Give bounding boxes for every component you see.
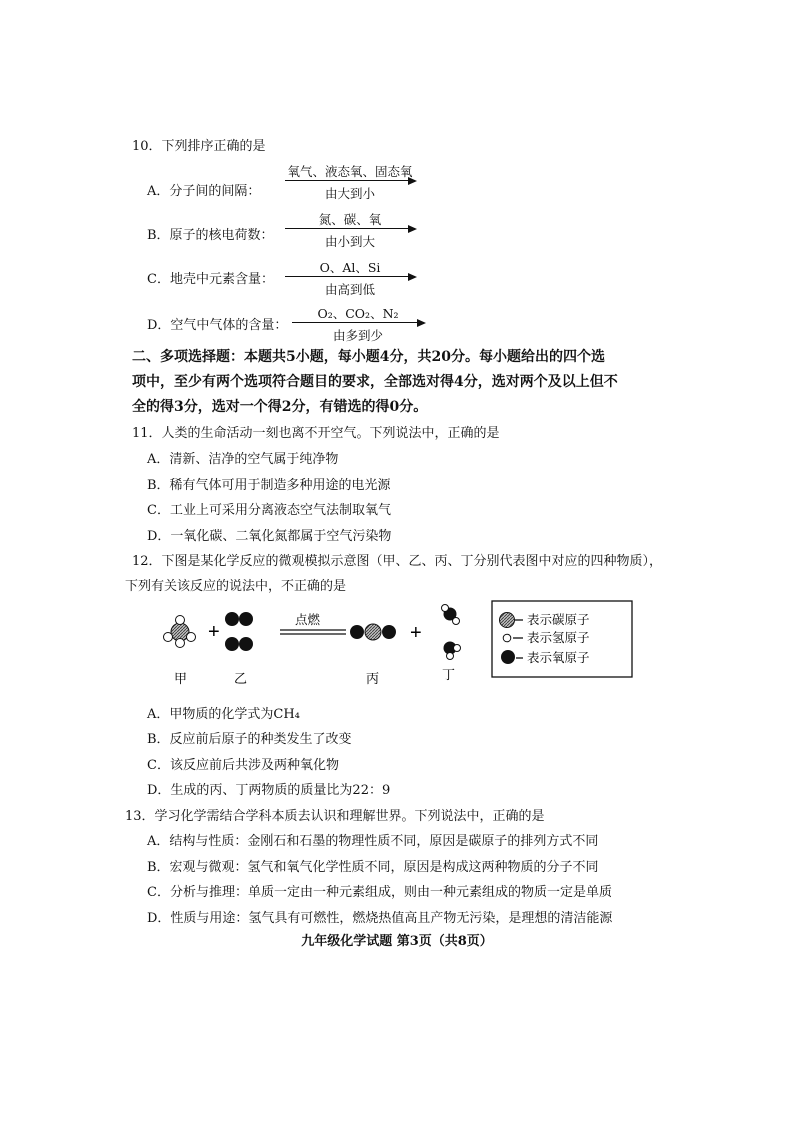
q10-option-b-top: 氮、碳、氧 (318, 212, 382, 227)
label-yi: 乙 (234, 672, 248, 687)
plus-sign-2: + (410, 622, 422, 644)
legend-hydrogen: 表示氢原子 (527, 630, 590, 645)
q13-option-c: C．分析与推理：单质一定由一种元素组成，则由一种元素组成的物质一定是单质 (147, 885, 612, 900)
q10-option-c-bottom: 由高到低 (324, 282, 375, 297)
reaction-diagram (150, 596, 640, 692)
q13-option-b: B．宏观与微观：氢气和氧气化学性质不同，原因是构成这两种物质的分子不同 (147, 860, 599, 875)
section2-line-1: 二、多项选择题：本题共5小题，每小题4分，共20分。每小题给出的四个选 (132, 349, 605, 365)
q11-option-a: A．清新、洁净的空气属于纯净物 (147, 452, 339, 467)
label-jia: 甲 (174, 672, 188, 687)
q10-option-d-label: D．空气中气体的含量： (147, 318, 288, 333)
legend-oxygen: 表示氧原子 (527, 650, 590, 665)
q12-option-c: C．该反应前后共涉及两种氧化物 (147, 758, 339, 773)
q13-stem: 13．学习化学需结合学科本质去认识和理解世界。下列说法中，正确的是 (125, 809, 545, 824)
q12-option-a: A．甲物质的化学式为CH₄ (147, 707, 300, 722)
q12-stem-line-1: 12．下图是某化学反应的微观模拟示意图（甲、乙、丙、丁分别代表图中对应的四种物质）， (132, 554, 663, 569)
q10-option-c-arrow (285, 276, 415, 277)
q10-option-b-arrow (285, 228, 415, 229)
molecule-bing (350, 624, 396, 640)
label-bing: 丙 (366, 672, 380, 687)
q13-option-a: A．结构与性质：金刚石和石墨的物理性质不同，原因是碳原子的排列方式不同 (147, 834, 599, 849)
plus-sign-1: + (208, 621, 220, 643)
q10-option-a-label: A．分子间的间隔： (147, 184, 261, 199)
q10-option-a-top: 氧气、液态氧、固态氧 (287, 164, 413, 179)
label-ding: 丁 (442, 668, 456, 683)
q10-option-b-bottom: 由小到大 (324, 234, 375, 249)
molecule-ding (442, 605, 461, 660)
q10-option-c-top: O、Al、Si (319, 260, 381, 275)
q10-option-a-bottom: 由大到小 (324, 186, 375, 201)
legend-box (492, 601, 632, 677)
molecule-yi (225, 612, 253, 651)
q10-stem: 10．下列排序正确的是 (132, 139, 266, 154)
q12-option-d: D．生成的丙、丁两物质的质量比为22：9 (147, 783, 391, 798)
section2-line-2: 项中，至少有两个选项符合题目的要求，全部选对得4分，选对两个及以上但不 (132, 374, 618, 390)
q10-option-b-label: B．原子的核电荷数： (147, 228, 274, 243)
q11-option-c: C．工业上可采用分离液态空气法制取氧气 (147, 503, 391, 518)
q11-option-d: D．一氧化碳、二氧化氮都属于空气污染物 (147, 529, 392, 544)
reaction-condition: 点燃 (295, 612, 321, 627)
q12-option-b: B．反应前后原子的种类发生了改变 (147, 732, 352, 747)
q13-option-d: D．性质与用途：氢气具有可燃性，燃烧热值高且产物无污染，是理想的清洁能源 (147, 911, 613, 926)
q10-option-d-top: O₂、CO₂、N₂ (317, 306, 399, 321)
page-footer: 九年级化学试题 第3页（共8页） (301, 934, 493, 949)
q10-option-d-bottom: 由多到少 (332, 328, 383, 343)
molecule-jia (164, 616, 196, 648)
section2-line-3: 全的得3分，选对一个得2分，有错选的得0分。 (132, 399, 428, 415)
q11-option-b: B．稀有气体可用于制造多种用途的电光源 (147, 478, 391, 493)
q11-stem: 11．人类的生命活动一刻也离不开空气。下列说法中，正确的是 (132, 426, 500, 441)
legend-carbon: 表示碳原子 (527, 612, 590, 627)
q10-option-c-label: C．地壳中元素含量： (147, 272, 274, 287)
q10-option-a-arrow (285, 180, 415, 181)
q10-option-d-arrow (292, 322, 424, 323)
q12-stem-line-2: 下列有关该反应的说法中，不正确的是 (125, 579, 347, 594)
